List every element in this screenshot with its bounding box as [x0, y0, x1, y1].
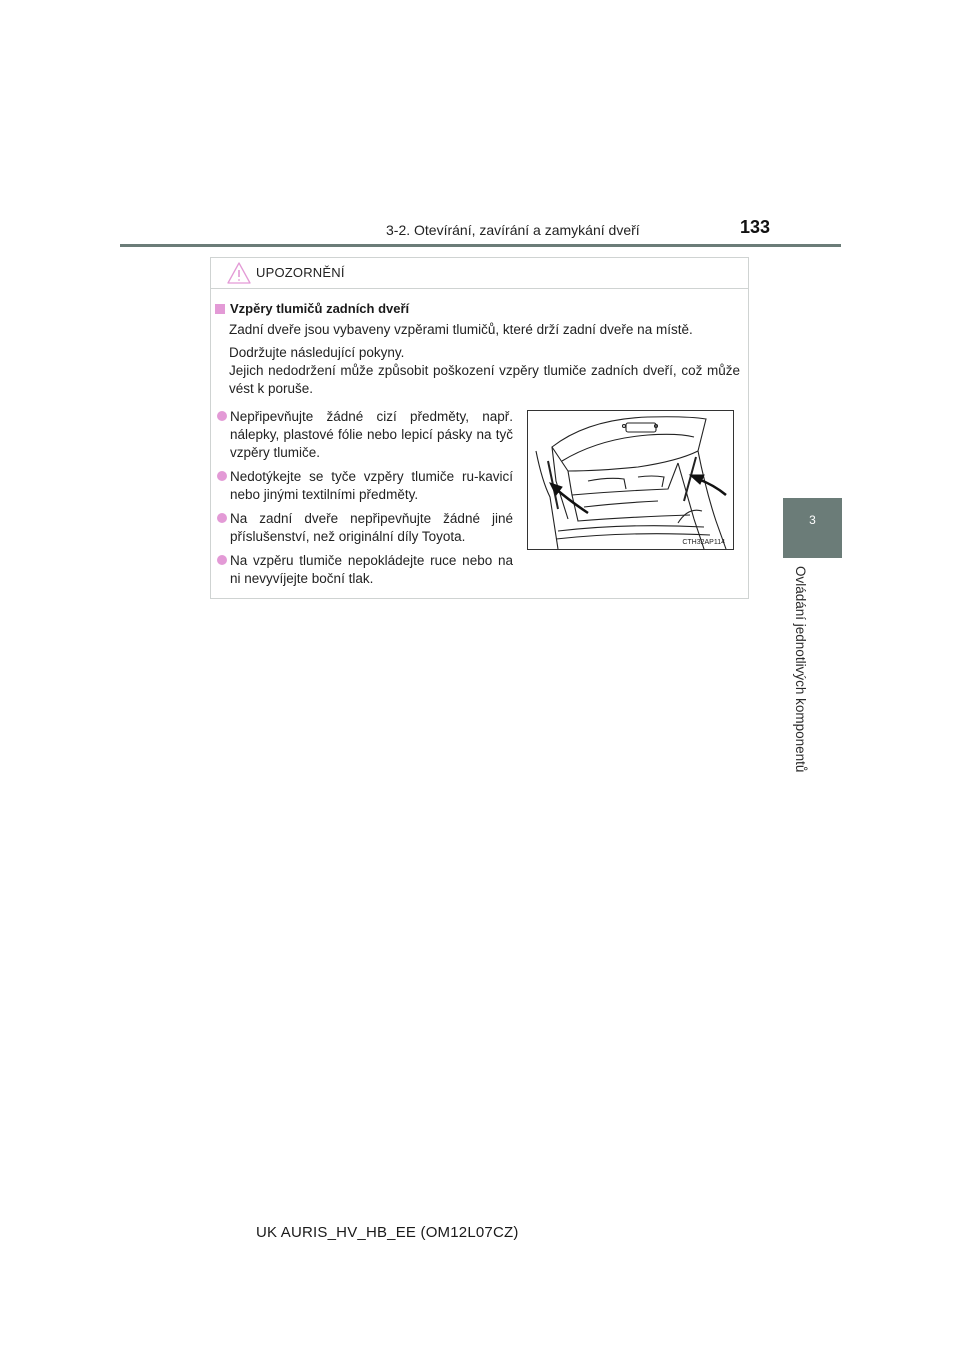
- illustration-code: CTH32AP114: [682, 539, 725, 546]
- square-bullet-icon: [215, 304, 225, 314]
- page-number: 133: [740, 217, 771, 237]
- bullet-dot-icon: [217, 411, 227, 421]
- bullet-dot-icon: [217, 471, 227, 481]
- paragraph: Jejich nedodržení může způsobit poškození vzpěry tlumiče zadních dveří, což může vést k poruše.: [229, 363, 740, 396]
- running-header: 3-2. Otevírání, zavírání a zamykání dveří: [386, 222, 640, 238]
- section-heading: [215, 301, 409, 316]
- chapter-number: 3: [809, 513, 816, 527]
- warning-triangle-icon: [226, 261, 252, 285]
- header-rule: [120, 244, 841, 247]
- list-item: [217, 552, 513, 588]
- list-item: [217, 510, 513, 546]
- list-item-text: Na zadní dveře nepřipevňujte žádné jiné příslušenství, než originální díly Toyota.: [230, 511, 513, 544]
- warning-title: UPOZORNĚNÍ: [256, 265, 345, 280]
- bullet-dot-icon: [217, 513, 227, 523]
- paragraph: Zadní dveře jsou vybaveny vzpěrami tlumičů, které drží zadní dveře na místě.: [229, 322, 693, 337]
- list-item: [217, 408, 513, 462]
- warning-header: [211, 258, 748, 289]
- warning-box: [210, 257, 749, 599]
- chapter-title: Ovládání jednotlivých komponentů: [793, 566, 808, 773]
- paragraph: Dodržujte následující pokyny.: [229, 345, 405, 360]
- tailgate-drawing: [528, 411, 733, 549]
- list-item-text: Nepřipevňujte žádné cizí předměty, např. nálepky, plastové fólie nebo lepicí pásky na tyč vzpěry tlumiče.: [230, 409, 513, 460]
- tailgate-strut-illustration: [527, 410, 734, 550]
- list-item-text: Na vzpěru tlumiče nepokládejte ruce nebo na ni nevyvíjejte boční tlak.: [230, 553, 513, 586]
- bullet-dot-icon: [217, 555, 227, 565]
- footer-model: UK AURIS_HV_HB_EE (OM12L07CZ): [256, 1224, 519, 1241]
- list-item: [217, 468, 513, 504]
- bullet-list: [217, 408, 513, 594]
- chapter-tab: [783, 498, 842, 558]
- list-item-text: Nedotýkejte se tyče vzpěry tlumiče ru-kavicí nebo jinými textilními předměty.: [230, 469, 513, 502]
- section-heading-text: Vzpěry tlumičů zadních dveří: [230, 301, 410, 316]
